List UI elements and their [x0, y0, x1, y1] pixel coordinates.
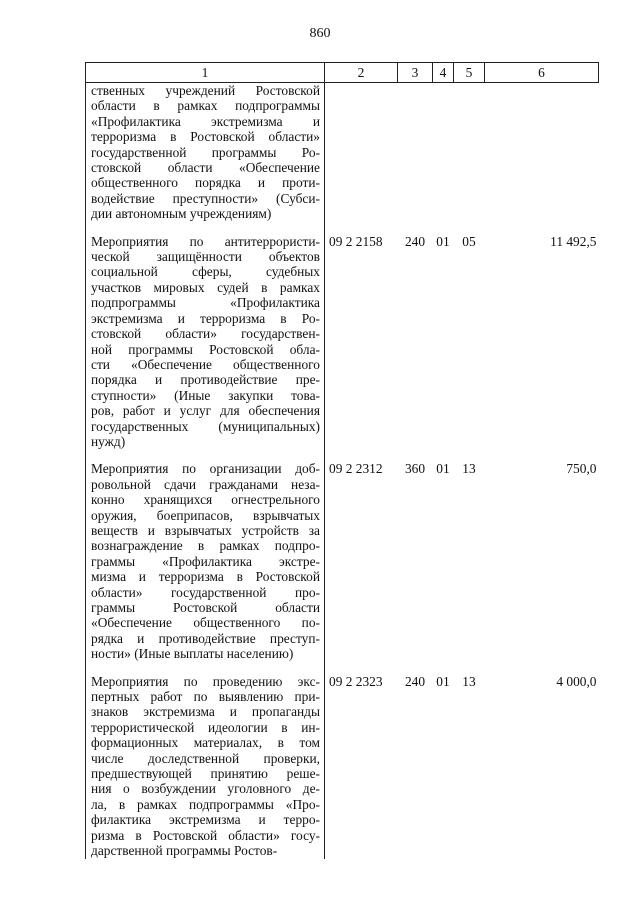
row-spacer [86, 449, 599, 461]
spacer-cell [433, 222, 454, 234]
row-code: 09 2 2312 [329, 461, 383, 477]
row-subsection: 05 [462, 233, 476, 249]
description-line: знаков экстремизма и пропаганды [91, 704, 320, 720]
row-expense-type: 240 [404, 233, 426, 249]
row-amount [485, 83, 599, 222]
description-line: оружия, боеприпасов, взрывчатых [91, 507, 320, 523]
description-line: предшествующей принятию реше- [91, 766, 320, 782]
description-line: террористической идеологии в ин- [91, 719, 320, 735]
row-amount: 11 492,5 [550, 233, 597, 249]
description-line: ла, в рамках подпрограммы «Про- [91, 796, 320, 812]
description-line: Мероприятия по антитеррористи- [91, 233, 320, 249]
description-line: ризма в Ростовской области» госу- [91, 827, 320, 843]
description-line: государственных (муниципальных) [91, 418, 320, 434]
row-subsection: 13 [462, 673, 476, 689]
spacer-cell [433, 449, 454, 461]
spacer-cell [454, 222, 485, 234]
row-spacer [86, 222, 599, 234]
description-line: экстремизма и терроризма в Ро- [91, 310, 320, 326]
header-col-5: 5 [454, 63, 485, 83]
description-line: водействие преступности» (Субси- [91, 190, 320, 206]
description-line: нужд) [91, 433, 126, 449]
description-line: числе доследственной проверки, [91, 750, 320, 766]
description-line: стовской области» государствен- [91, 326, 320, 342]
header-col-1: 1 [86, 63, 325, 83]
table-row [86, 461, 599, 661]
spacer-cell [325, 449, 398, 461]
description-line: государственной программы Ро- [91, 144, 320, 160]
spacer-cell [454, 449, 485, 461]
row-section [433, 83, 454, 222]
description-line: формационных материалах, в том [91, 735, 320, 751]
row-subsection [454, 83, 485, 222]
description-line: подпрограммы «Профилактика [91, 295, 320, 311]
spacer-cell [485, 222, 599, 234]
description-line: терроризма в Ростовской области» [91, 129, 320, 145]
row-section: 01 [436, 673, 450, 689]
header-col-2: 2 [325, 63, 398, 83]
description-line: граммы Ростовской области [91, 600, 320, 615]
spacer-cell [325, 662, 398, 674]
description-line: пертных работ по выявлению при- [91, 689, 320, 705]
description-line: Мероприятия по проведению экс- [91, 673, 320, 689]
description-line: области» государственной про- [91, 584, 320, 600]
page-number: 860 [309, 26, 331, 41]
description-line: вознаграждение в рамках подпро- [91, 538, 320, 554]
description-line: «Обеспечение общественного по- [91, 615, 320, 631]
header-row [86, 63, 599, 83]
row-expense-type: 360 [404, 461, 426, 477]
row-code [325, 83, 398, 222]
description-line: рядка и противодействие преступ- [91, 630, 320, 646]
description-line: сти «Обеспечение общественного [91, 356, 320, 372]
description-line: ровольной сдачи гражданами неза- [91, 476, 320, 492]
description-line: участков мировых судей в рамках [91, 279, 320, 295]
spacer-cell [398, 449, 433, 461]
spacer-cell [86, 449, 325, 461]
description-line: Мероприятия по организации доб- [91, 461, 320, 477]
row-section: 01 [436, 461, 450, 477]
row-subsection: 13 [462, 461, 476, 477]
spacer-cell [485, 662, 599, 674]
row-section: 01 [436, 233, 450, 249]
description-line: дии автономным учреждениям) [91, 206, 272, 222]
description-line: ступности» (Иные закупки това- [91, 387, 320, 403]
spacer-cell [86, 222, 325, 234]
table-row [86, 674, 599, 859]
row-description [86, 461, 325, 661]
spacer-cell [454, 662, 485, 674]
description-line: общественного порядка и проти- [91, 175, 320, 191]
description-line: конно хранящихся огнестрельного [91, 492, 320, 508]
description-line: мизма и терроризма в Ростовской [91, 569, 320, 585]
description-line: филактика экстремизма и терро- [91, 812, 320, 828]
description-line: ческой защищённости объектов [91, 249, 320, 265]
description-line: социальной сферы, судебных [91, 264, 320, 280]
row-code: 09 2 2158 [329, 233, 383, 249]
description-line: стовской области «Обеспечение [91, 160, 320, 176]
header-col-4: 4 [433, 63, 454, 83]
header-col-6: 6 [485, 63, 599, 83]
row-expense-type: 240 [404, 673, 426, 689]
table-row [86, 83, 599, 222]
spacer-cell [433, 662, 454, 674]
description-line: ров, работ и услуг для обеспечения [91, 403, 320, 419]
description-line: области в рамках подпрограммы [91, 98, 320, 114]
row-description [86, 674, 325, 859]
description-line: ственных учреждений Ростовской [91, 83, 320, 98]
description-line: ности» (Иные выплаты населению) [91, 646, 294, 662]
table-row [86, 234, 599, 450]
spacer-cell [325, 222, 398, 234]
description-line: дарственной программы Ростов- [91, 843, 278, 859]
table-body [86, 83, 599, 859]
row-description [86, 83, 325, 222]
spacer-cell [398, 222, 433, 234]
row-amount: 750,0 [566, 461, 597, 477]
description-line: ной программы Ростовской обла- [91, 341, 320, 357]
spacer-cell [86, 662, 325, 674]
row-amount: 4 000,0 [556, 673, 597, 689]
spacer-cell [485, 449, 599, 461]
description-line: веществ и взрывчатых устройств за [91, 522, 320, 538]
row-spacer [86, 662, 599, 674]
description-line: ния о возбуждении уголовного де- [91, 781, 320, 797]
budget-table [85, 62, 599, 859]
row-expense-type [398, 83, 433, 222]
spacer-cell [398, 662, 433, 674]
row-code: 09 2 2323 [329, 673, 383, 689]
description-line: «Профилактика экстремизма и [91, 113, 320, 129]
description-line: порядка и противодействие пре- [91, 372, 320, 388]
header-col-3: 3 [398, 63, 433, 83]
row-description [86, 234, 325, 450]
description-line: граммы «Профилактика экстре- [91, 553, 320, 569]
